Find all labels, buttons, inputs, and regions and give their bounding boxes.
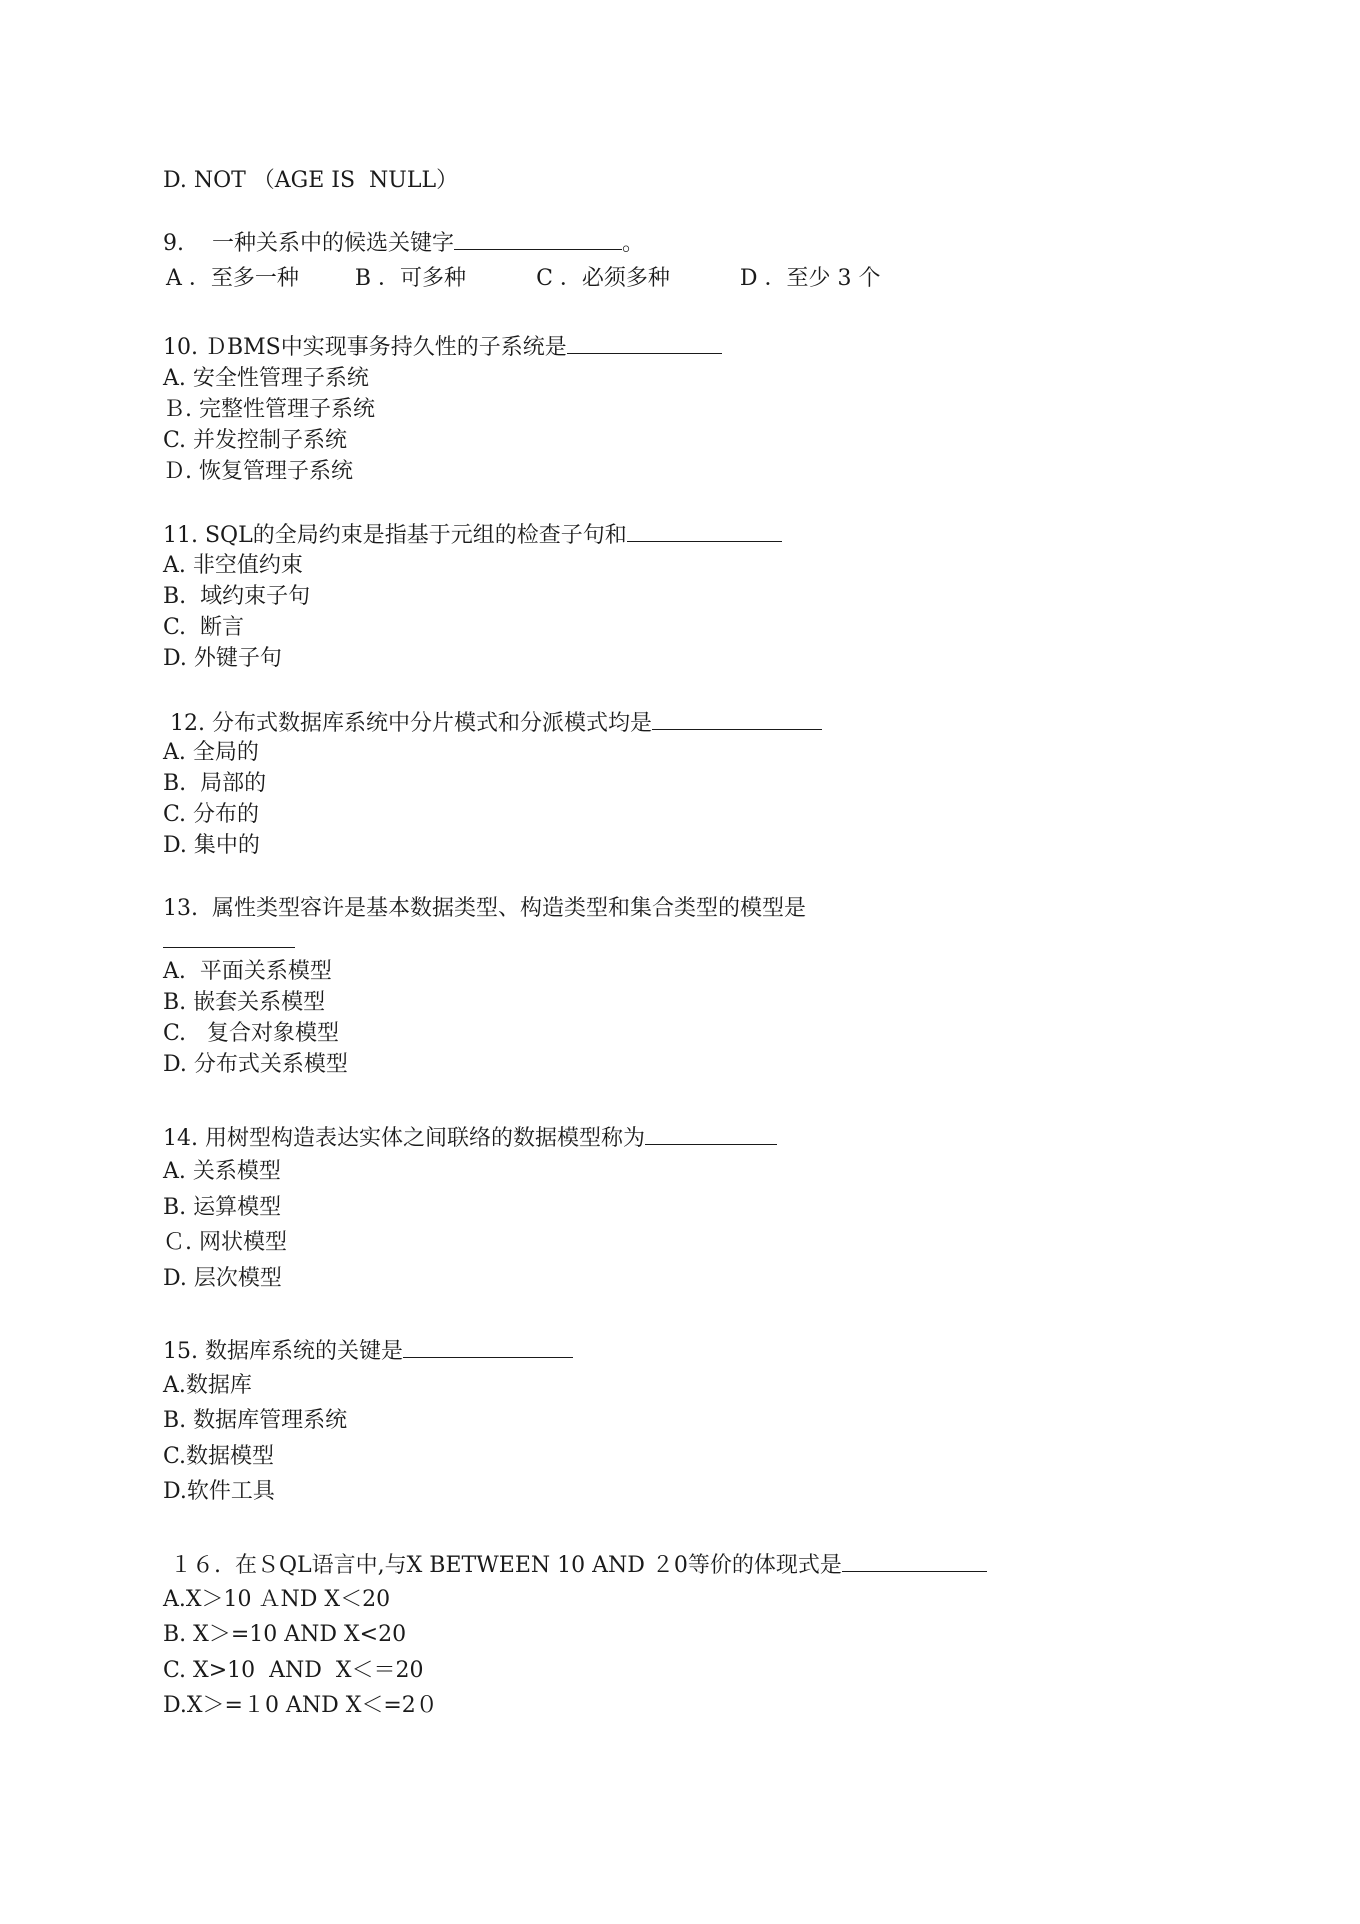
q16-option-b: B. X＞=10 AND X<20 — [163, 1622, 407, 1647]
q14-stem — [163, 1124, 777, 1150]
q9-stem — [163, 229, 644, 255]
q15-answer-blank — [403, 1337, 573, 1358]
q11-option-c: C. 断言 — [163, 615, 245, 640]
q11-answer-blank — [627, 521, 782, 542]
q11-option-a: A. 非空值约束 — [163, 553, 303, 578]
q14-answer-blank — [645, 1124, 777, 1145]
q14-option-c: Ｃ. 网状模型 — [163, 1230, 287, 1255]
q13-option-d: D. 分布式关系模型 — [163, 1052, 348, 1077]
q15-option-b: B. 数据库管理系统 — [163, 1408, 348, 1433]
q9-option-b: B ．可多种 — [354, 266, 467, 291]
q11-option-b: B. 域约束子句 — [163, 584, 311, 609]
q9-option-c: C ．必须多种 — [536, 266, 670, 291]
q16-option-a: A.X＞10 ＡND X＜20 — [163, 1587, 391, 1612]
q9-stem-tail: 。 — [622, 231, 645, 256]
q9-answer-blank — [454, 229, 622, 250]
q15-stem-text: 15. 数据库系统的关键是 — [163, 1339, 403, 1364]
q10-option-b: Ｂ. 完整性管理子系统 — [163, 397, 375, 422]
q9-option-d: D ．至少 3 个 — [739, 266, 881, 291]
q14-option-b: B. 运算模型 — [163, 1195, 282, 1220]
q9-number: 9. — [163, 231, 184, 256]
q10-answer-blank — [567, 333, 722, 354]
q10-option-d: Ｄ. 恢复管理子系统 — [163, 459, 353, 484]
q13-option-a: A. 平面关系模型 — [163, 959, 332, 984]
q15-option-d: D.软件工具 — [163, 1479, 275, 1504]
q14-stem-text: 14. 用树型构造表达实体之间联络的数据模型称为 — [163, 1126, 645, 1151]
q14-option-a: A. 关系模型 — [163, 1159, 281, 1184]
q16-answer-blank — [842, 1551, 987, 1572]
q12-answer-blank — [652, 709, 822, 730]
q16-stem-text: １６. 在ＳQL语言中,与X BETWEEN 10 AND ２0等价的体现式是 — [170, 1553, 842, 1578]
q10-option-a: A. 安全性管理子系统 — [163, 366, 369, 391]
q12-option-c: C. 分布的 — [163, 802, 260, 827]
q16-option-c: C. X>10 AND X＜＝20 — [163, 1658, 424, 1683]
q10-stem-text: 10. ＤBMS中实现事务持久性的子系统是 — [163, 335, 567, 360]
q9-option-a: A ．至多一种 — [166, 266, 299, 291]
q15-option-a: A.数据库 — [163, 1373, 252, 1398]
q13-stem: 13. 属性类型容许是基本数据类型、构造类型和集合类型的模型是 — [163, 896, 806, 921]
q16-stem — [170, 1551, 987, 1577]
q9-stem-text: 一种关系中的候选关键字 — [211, 231, 454, 256]
q8-option-d: D. NOT （AGE IS NULL） — [163, 168, 459, 193]
q15-option-c: C.数据模型 — [163, 1444, 275, 1469]
q12-option-d: D. 集中的 — [163, 833, 260, 858]
q12-option-a: A. 全局的 — [163, 740, 259, 765]
q12-option-b: B. 局部的 — [163, 771, 267, 796]
q12-stem-text: 12. 分布式数据库系统中分片模式和分派模式均是 — [170, 711, 652, 736]
q10-option-c: C. 并发控制子系统 — [163, 428, 348, 453]
q13-option-b: B. 嵌套关系模型 — [163, 990, 326, 1015]
q12-stem — [170, 709, 822, 735]
q10-stem — [163, 333, 722, 359]
q16-option-d: D.X＞=１0 AND X＜=2０ — [163, 1693, 438, 1718]
q11-stem — [163, 521, 782, 547]
q13-option-c: C. 复合对象模型 — [163, 1021, 340, 1046]
q9-options — [166, 266, 881, 292]
q11-option-d: D. 外键子句 — [163, 646, 282, 671]
q13-answer-line — [163, 927, 295, 953]
q11-stem-text: 11. SQL的全局约束是指基于元组的检查子句和 — [163, 523, 627, 548]
q14-option-d: D. 层次模型 — [163, 1266, 282, 1291]
q13-answer-blank — [163, 927, 295, 948]
q15-stem — [163, 1337, 573, 1363]
